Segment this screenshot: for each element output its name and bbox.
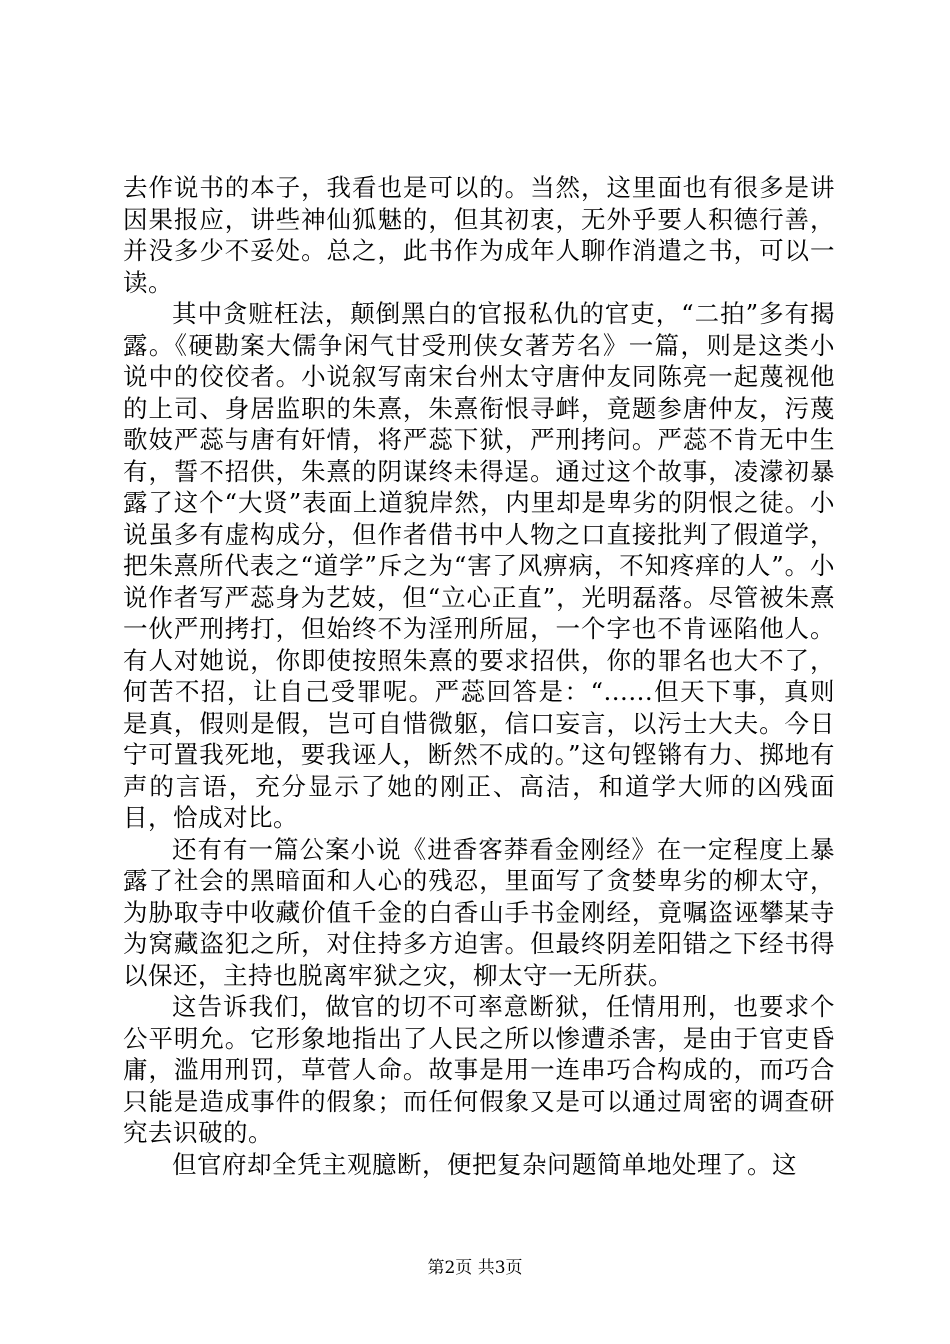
- paragraph-3: 还有有一篇公案小说《进香客莽看金刚经》在一定程度上暴露了社会的黑暗面和人心的残忍，里面写了贪婪卑劣的柳太守，为胁取寺中收藏价值千金的白香山手书金刚经，竟嘱盗诬攀某寺为窝藏盗犯之所，对住持多方迫害。但最终阴差阳错之下经书得以保还，主持也脱离牢狱之灾，柳太守一无所获。: [123, 834, 835, 990]
- body-text: [123, 172, 835, 1180]
- paragraph-2: 其中贪赃枉法，颠倒黑白的官报私仇的官吏，“二拍”多有揭露。《硬勘案大儒争闲气甘受刑侠女著芳名》一篇，则是这类小说中的佼佼者。小说叙写南宋台州太守唐仲友同陈亮一起蔑视他的上司、身居监职的朱熹，朱熹衔恨寻衅，竟题参唐仲友，污蔑歌妓严蕊与唐有奸情，将严蕊下狱，严刑拷问。严蕊不肯无中生有，誓不招供，朱熹的阴谋终未得逞。通过这个故事，凌濛初暴露了这个“大贤”表面上道貌岸然，内里却是卑劣的阴恨之徒。小说虽多有虚构成分，但作者借书中人物之口直接批判了假道学，把朱熹所代表之“道学”斥之为“害了风痹病，不知疼痒的人”。小说作者写严蕊身为艺妓，但“立心正直”，光明磊落。尽管被朱熹一伙严刑拷打，但始终不为淫刑所屈，一个字也不肯诬陷他人。有人对她说，你即使按照朱熹的要求招供，你的罪名也大不了，何苦不招，让自己受罪呢。严蕊回答是：“......但天下事，真则是真，假则是假，岂可自惜微躯，信口妄言，以污士大夫。今日宁可置我死地，要我诬人，断然不成的。”这句铿锵有力、掷地有声的言语，充分显示了她的刚正、高洁，和道学大师的凶残面目，恰成对比。: [123, 299, 835, 832]
- paragraph-5: 但官府却全凭主观臆断，便把复杂问题简单地处理了。这: [172, 1149, 797, 1179]
- paragraph-1: 去作说书的本子，我看也是可以的。当然，这里面也有很多是讲因果报应，讲些神仙狐魅的，但其初衷，无外乎要人积德行善，并没多少不妥处。总之，此书作为成年人聊作消遣之书，可以一读。: [123, 173, 835, 297]
- paragraph-4: 这告诉我们，做官的切不可率意断狱，任情用刑，也要求个公平明允。它形象地指出了人民之所以惨遭杀害，是由于官吏昏庸，滥用刑罚，草菅人命。故事是用一连串巧合构成的，而巧合只能是造成事件的假象；而任何假象又是可以通过周密的调查研究去识破的。: [123, 992, 835, 1147]
- page-number-footer: 第2页 共3页: [427, 1258, 523, 1278]
